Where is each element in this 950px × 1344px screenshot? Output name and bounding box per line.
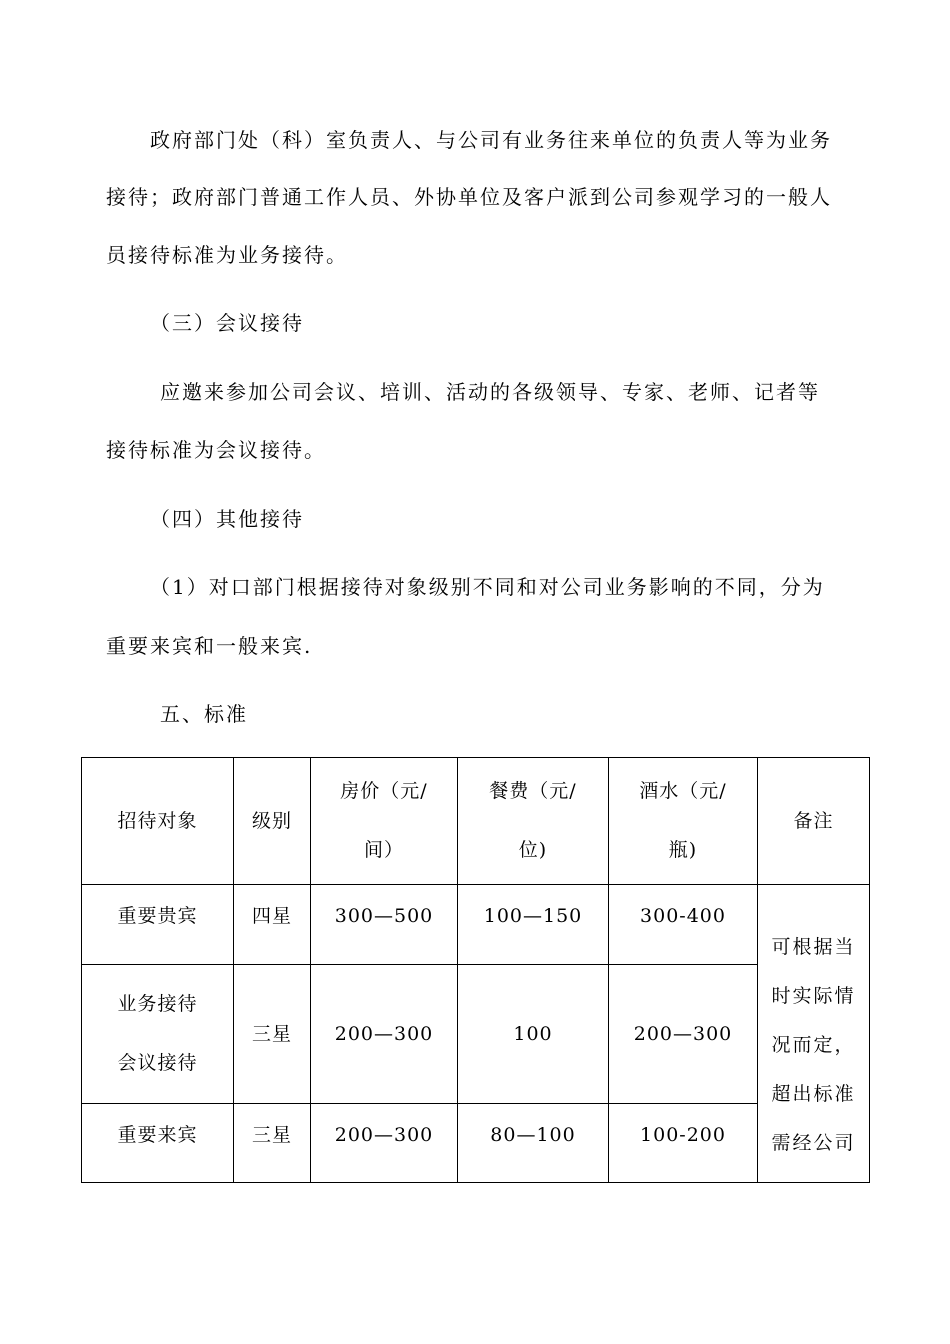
header-room-line2: 间） bbox=[363, 839, 404, 861]
note-line: 超出标准 bbox=[771, 1083, 856, 1105]
cell-drink: 200—300 bbox=[609, 965, 758, 1104]
cell-room: 200—300 bbox=[311, 965, 458, 1104]
note-line: 时实际情 bbox=[771, 985, 856, 1007]
header-level: 级别 bbox=[234, 758, 311, 885]
cell-room: 300—500 bbox=[311, 885, 458, 965]
header-drink-line2: 瓶) bbox=[668, 839, 698, 861]
cell-note bbox=[758, 885, 870, 1183]
cell-drink: 100-200 bbox=[609, 1104, 758, 1183]
paragraph-line: （1）对口部门根据接待对象级别不同和对公司业务影响的不同，分为 bbox=[150, 575, 825, 599]
header-drink-line1: 酒水（元/ bbox=[639, 780, 727, 802]
table-row bbox=[82, 965, 870, 1104]
section-heading: （三）会议接待 bbox=[150, 311, 304, 335]
table-row bbox=[82, 885, 870, 965]
header-meal-line2: 位) bbox=[518, 839, 548, 861]
header-meal-line1: 餐费（元/ bbox=[489, 780, 577, 802]
header-target: 招待对象 bbox=[82, 758, 234, 885]
paragraph-line: 接待标准为会议接待。 bbox=[106, 438, 326, 462]
cell-meal: 100—150 bbox=[458, 885, 609, 965]
cell-level: 三星 bbox=[234, 965, 311, 1104]
section-heading: 五、标准 bbox=[160, 702, 248, 726]
table-row bbox=[82, 1104, 870, 1183]
paragraph-line: 员接待标准为业务接待。 bbox=[106, 243, 348, 267]
cell-target bbox=[82, 965, 234, 1104]
cell-target-line2: 会议接待 bbox=[117, 1052, 198, 1074]
cell-target: 重要来宾 bbox=[82, 1104, 234, 1183]
paragraph-line: 应邀来参加公司会议、培训、活动的各级领导、专家、老师、记者等 bbox=[160, 380, 820, 404]
note-line: 况而定， bbox=[771, 1034, 856, 1056]
section-heading: （四）其他接待 bbox=[150, 507, 304, 531]
header-drink-price bbox=[609, 758, 758, 885]
cell-meal: 100 bbox=[458, 965, 609, 1104]
table-header-row bbox=[82, 758, 870, 885]
note-line: 可根据当 bbox=[771, 936, 856, 958]
cell-target: 重要贵宾 bbox=[82, 885, 234, 965]
standards-table bbox=[81, 757, 870, 1183]
paragraph-line: 重要来宾和一般来宾. bbox=[106, 634, 313, 658]
header-note: 备注 bbox=[758, 758, 870, 885]
paragraph-line: 政府部门处（科）室负责人、与公司有业务往来单位的负责人等为业务 bbox=[150, 128, 832, 152]
cell-target-line1: 业务接待 bbox=[117, 993, 198, 1015]
cell-room: 200—300 bbox=[311, 1104, 458, 1183]
cell-meal: 80—100 bbox=[458, 1104, 609, 1183]
header-room-line1: 房价（元/ bbox=[340, 780, 428, 802]
cell-level: 四星 bbox=[234, 885, 311, 965]
header-meal-price bbox=[458, 758, 609, 885]
header-room-price bbox=[311, 758, 458, 885]
cell-drink: 300-400 bbox=[609, 885, 758, 965]
cell-level: 三星 bbox=[234, 1104, 311, 1183]
note-line: 需经公司 bbox=[771, 1132, 856, 1154]
paragraph-line: 接待；政府部门普通工作人员、外协单位及客户派到公司参观学习的一般人 bbox=[106, 185, 832, 209]
